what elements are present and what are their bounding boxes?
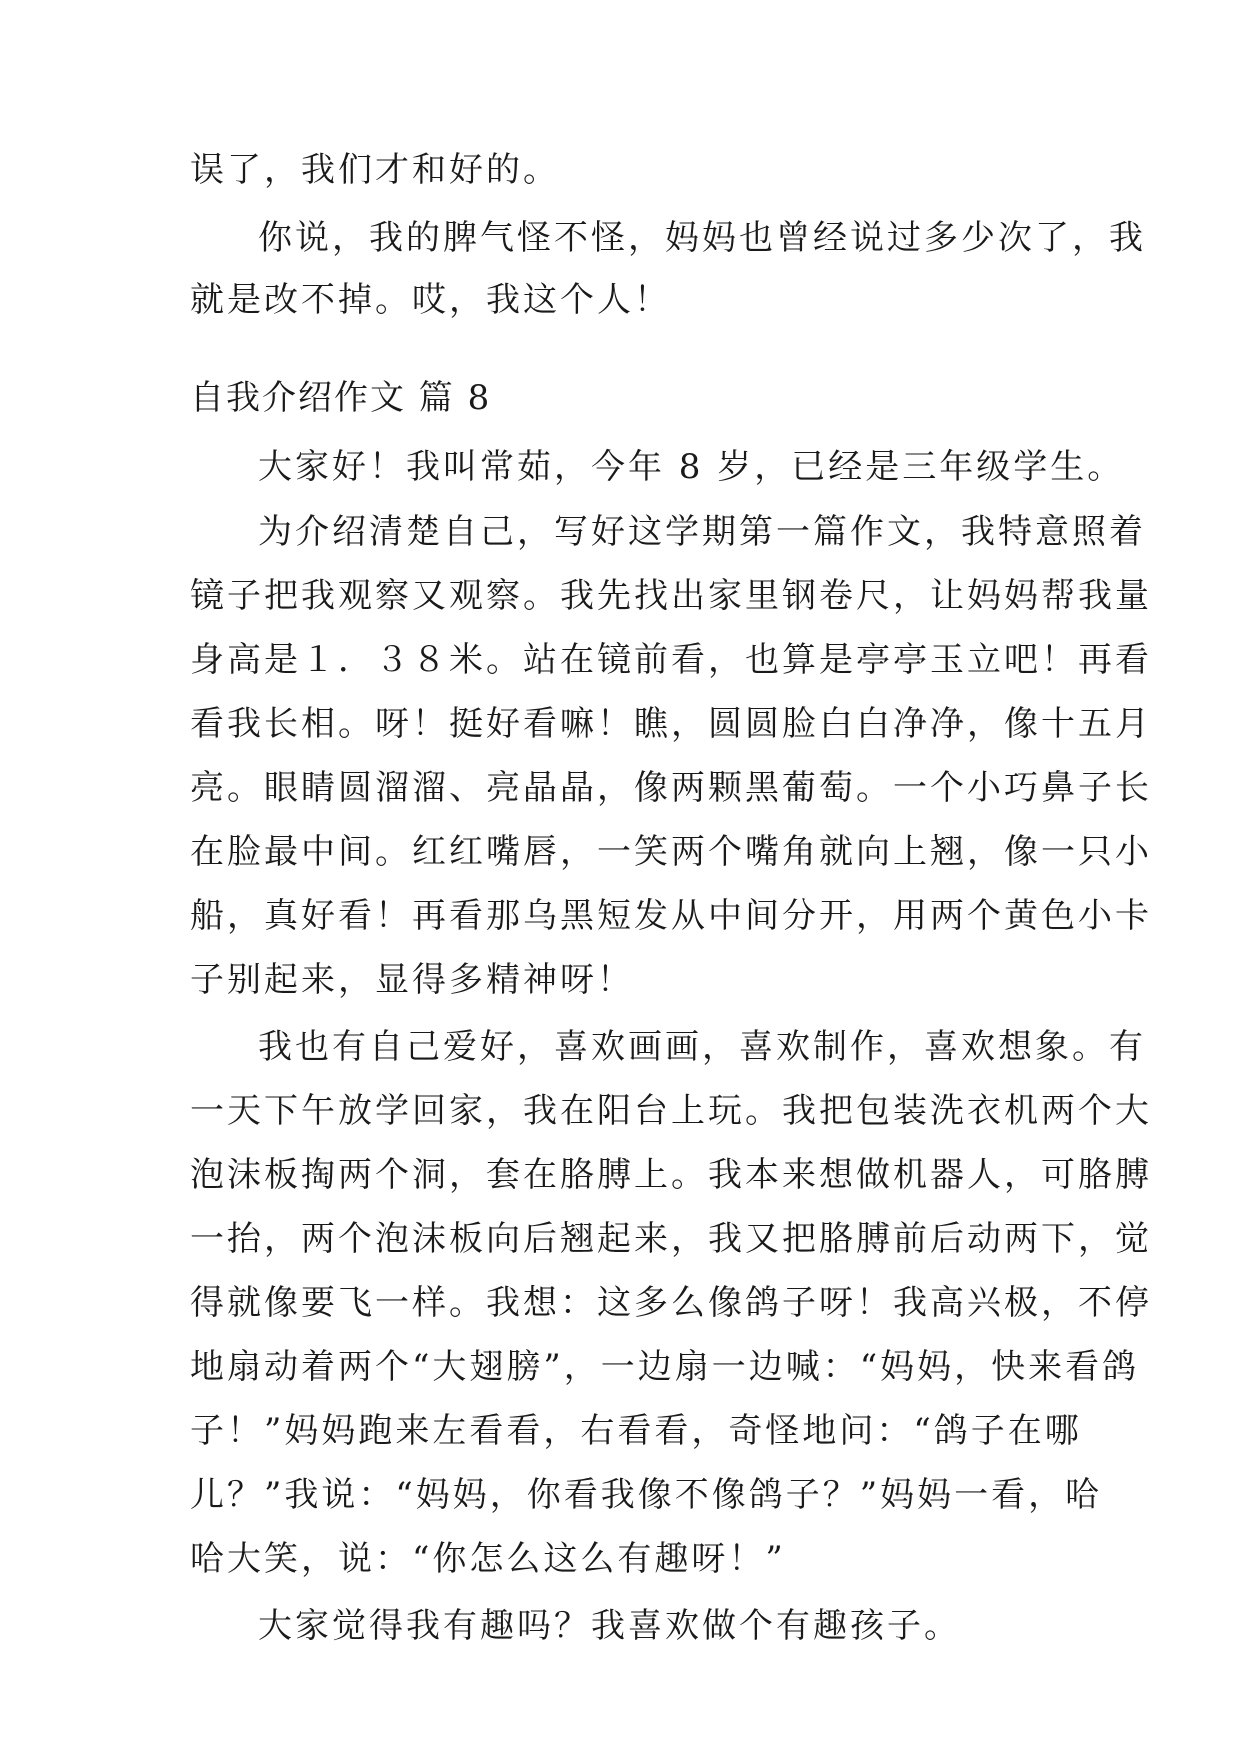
text-line: 身高是１．３８米。站在镜前看，也算是亭亭玉立吧！再看 bbox=[190, 640, 1152, 680]
text-line: 儿？”我说：“妈妈，你看我像不像鸽子？”妈妈一看，哈 bbox=[190, 1475, 1103, 1515]
text-line: 地扇动着两个“大翅膀”，一边扇一边喊：“妈妈，快来看鸽 bbox=[190, 1347, 1140, 1387]
text-line: 哈大笑，说：“你怎么这么有趣呀！” bbox=[190, 1539, 786, 1579]
text-line: 看我长相。呀！挺好看嘛！瞧，圆圆脸白白净净，像十五月 bbox=[190, 704, 1152, 744]
text-line: 泡沫板掏两个洞，套在胳膊上。我本来想做机器人，可胳膊 bbox=[190, 1155, 1152, 1195]
text-line: 一抬，两个泡沫板向后翘起来，我又把胳膊前后动两下，觉 bbox=[190, 1219, 1152, 1259]
text-line: 在脸最中间。红红嘴唇，一笑两个嘴角就向上翘，像一只小 bbox=[190, 832, 1152, 872]
text-line: 亮。眼睛圆溜溜、亮晶晶，像两颗黑葡萄。一个小巧鼻子长 bbox=[190, 768, 1152, 808]
text-line: 我也有自己爱好，喜欢画画，喜欢制作，喜欢想象。有 bbox=[258, 1027, 1146, 1067]
text-line: 大家觉得我有趣吗？我喜欢做个有趣孩子。 bbox=[258, 1606, 961, 1646]
text-line: 误了，我们才和好的。 bbox=[190, 150, 560, 190]
text-line: 就是改不掉。哎，我这个人！ bbox=[190, 280, 671, 320]
text-line: 得就像要飞一样。我想：这多么像鸽子呀！我高兴极，不停 bbox=[190, 1283, 1152, 1323]
text-line: 一天下午放学回家，我在阳台上玩。我把包装洗衣机两个大 bbox=[190, 1091, 1152, 1131]
text-line: 子别起来，显得多精神呀！ bbox=[190, 960, 634, 1000]
text-line: 船，真好看！再看那乌黑短发从中间分开，用两个黄色小卡 bbox=[190, 896, 1152, 936]
text-line: 子！”妈妈跑来左看看，右看看，奇怪地问：“鸽子在哪 bbox=[190, 1411, 1082, 1451]
section-title: 自我介绍作文 篇 8 bbox=[190, 378, 492, 418]
text-line: 为介绍清楚自己，写好这学期第一篇作文，我特意照着 bbox=[258, 512, 1146, 552]
text-line: 大家好！我叫常茹，今年 8 岁，已经是三年级学生。 bbox=[258, 447, 1125, 487]
text-line: 你说，我的脾气怪不怪，妈妈也曾经说过多少次了，我 bbox=[258, 218, 1146, 258]
text-line: 镜子把我观察又观察。我先找出家里钢卷尺，让妈妈帮我量 bbox=[190, 576, 1152, 616]
